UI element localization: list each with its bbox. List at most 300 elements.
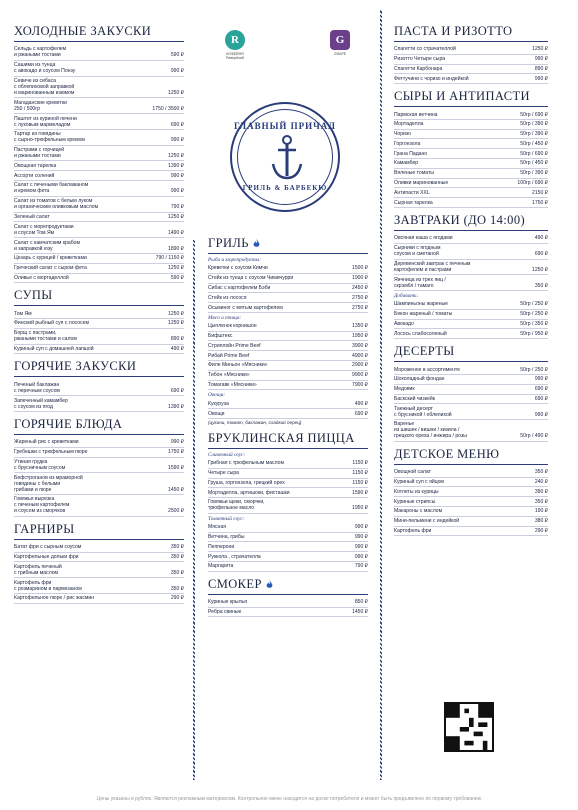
section-title-text: ЗАВТРАКИ (ДО 14:00) [394,212,526,227]
menu-item [208,341,368,351]
item-name: Пармская ветчина [394,111,438,118]
item-name: Бефстроганов из мраморной говядины с белыми грибами и пюре [14,474,83,493]
qr-icon [446,704,492,750]
item-price: 7900 ₽ [352,381,368,388]
item-name: Говяжьи щеки, сморчки, трюфельное масло [208,499,265,512]
item-name: Ризотто Четыре сыра [394,56,446,63]
subsection-title: Рыба и морепродукты: [208,257,261,263]
item-name: Паштет из куриной печени с луковым мармеладом [14,115,77,128]
item-price: 790 ₽ [354,563,368,570]
menu-item [394,517,548,527]
item-price: 1950 ₽ [352,333,368,340]
menu-item [394,329,548,339]
item-price: 350 ₽ [170,569,184,576]
item-price: 1590 ₽ [352,489,368,496]
item-name: Оливье с мортаделлой [14,274,69,281]
item-name: Цезарь с курицей / креветками [14,255,87,262]
menu-item [394,487,548,497]
item-price: 990 ₽ [170,68,184,75]
menu-item [14,77,184,99]
section-title [14,522,184,540]
item-name: Ветчина, грибы [208,534,245,541]
item-price: 1150 ₽ [352,470,368,477]
item-name: Картофель фри с розмарином и пармезаном [14,579,82,592]
item-price: 1250 ₽ [532,266,548,273]
item-price: 1750 ₽ [532,199,548,206]
item-name: Феттучини с чоризо и индейкой [394,75,469,82]
menu-item [208,399,368,409]
menu-item [14,448,184,458]
item-price: 50гр / 390 ₽ [520,121,548,128]
menu-item [394,300,548,310]
rope-divider-left [193,240,195,780]
item-price: 1250 ₽ [168,320,184,327]
subsection-title: Томатный соус: [208,515,245,522]
menu-section [394,213,548,339]
menu-section [14,417,184,517]
menu-item [394,159,548,169]
item-name: Сашими из тунца с авокадо и соусом Понзу [14,62,76,75]
item-name: Антипасти XXL [394,189,430,196]
section-title-text: ХОЛОДНЫЕ ЗАКУСКИ [14,24,152,38]
item-name: Магаданские креветки 250 / 500гр [14,99,67,112]
menu-section [14,24,184,283]
item-name: Шампиньоны жареные [394,301,449,308]
item-price: 990 ₽ [354,524,368,531]
item-price: 1490 ₽ [168,229,184,236]
item-price: 1500 ₽ [352,265,368,272]
menu-item [208,351,368,361]
item-price: 790 / 1150 ₽ [155,255,184,262]
item-price: 1750 ₽ [168,449,184,456]
item-name: Ассорти солений [14,172,55,179]
item-name: Мортаделла [394,121,424,128]
subsection-title: Мясо и птица: [208,314,242,321]
menu-item [394,260,548,276]
menu-item [394,244,548,260]
menu-section [208,431,368,572]
item-price: 590 ₽ [170,52,184,59]
menu-item [14,171,184,181]
menu-item [14,562,184,578]
menu-section [394,24,548,84]
item-name: Мясная [208,524,226,531]
menu-item [14,309,184,319]
item-name: Куриный суп с домашней лапшой [14,346,94,353]
menu-item [14,146,184,162]
item-name: Шоколадный фондан [394,376,445,383]
menu-item [14,495,184,517]
item-name: Груша, горгонзола, грецкий орех [208,479,285,486]
item-name: Тартар из говядины с сырно-трюфельным кремом [14,131,85,144]
item-price: 690 ₽ [170,121,184,128]
item-price: 990 ₽ [534,376,548,383]
item-price: 50гр / 490 ₽ [520,433,548,440]
item-price: 50гр / 250 ₽ [520,311,548,318]
item-price: 350 ₽ [170,554,184,561]
menu-item [14,438,184,448]
menu-item [394,234,548,244]
item-price: 50гр / 250 ₽ [520,366,548,373]
riverclub-name: КОФЕЙНЯ РиверКлаб [225,52,245,60]
item-price: 490 ₽ [354,400,368,407]
item-price: 50гр / 690 ₽ [520,111,548,118]
item-price: 1250 ₽ [168,310,184,317]
section-title [208,431,368,449]
menu-item [394,149,548,159]
menu-item [394,385,548,395]
item-name: Макароны с маслом [394,508,443,515]
menu-item [394,468,548,478]
item-name: Оливки маринованные [394,179,449,186]
section-title-text: БРУКЛИНСКАЯ ПИЦЦА [208,430,355,445]
menu-item [394,404,548,420]
menu-item [208,552,368,562]
item-price: 990 ₽ [170,439,184,446]
item-price: 2150 ₽ [532,189,548,196]
menu-item [208,562,368,572]
section-title-text: ДЕТСКОЕ МЕНЮ [394,446,500,461]
item-name: Салат с печеными баклажаном и кремом фета [14,182,89,195]
item-name: Печеный баклажан с перечным соусом [14,381,60,394]
grape-name: GRAPE [333,52,347,56]
item-price: 9900 ₽ [352,372,368,379]
section-title [14,24,184,42]
flame-icon [253,239,260,248]
item-price: 790 ₽ [170,204,184,211]
menu-item [208,322,368,332]
item-price: 3900 ₽ [352,342,368,349]
item-name: Овощи [208,410,225,417]
menu-item [208,533,368,543]
item-price: 50гр / 350 ₽ [520,321,548,328]
item-price: 290 ₽ [534,527,548,534]
flame-icon [266,580,273,589]
menu-item [208,469,368,479]
item-name: Стейк из тунца с соусом Чимичурри [208,275,294,282]
section-title [14,417,184,435]
section-title [14,288,184,306]
menu-item [394,120,548,130]
section-title-text: СМОКЕР [208,576,262,591]
menu-item [394,497,548,507]
left-column [14,24,184,609]
menu-item [14,264,184,274]
section-title-text: ГАРНИРЫ [14,521,75,536]
menu-item [394,395,548,405]
subsection-title: Овощи: [208,392,226,399]
item-name: Варенье из шишек / вишни / кизила / грецкого ореха / инжира / розы [394,421,467,440]
item-price: 2900 ₽ [352,362,368,369]
section-title-text: ГОРЯЧИЕ ЗАКУСКИ [14,359,137,374]
item-name: Вяленые томаты [394,170,434,177]
menu-item [208,284,368,294]
item-name: Спагетти со страчателлой [394,46,456,53]
item-name: Том Ям [14,310,32,317]
item-name: Ребра свиные [208,608,242,615]
section-title [394,344,548,362]
item-name: Тибон «Мясники» [208,372,250,379]
item-name: Жареный рис с креветками [14,439,79,446]
menu-item [14,130,184,146]
menu-item [208,498,368,514]
item-name: Картофельное пюре / рис жасмин [14,595,95,602]
item-price: 350 ₽ [534,282,548,289]
item-name: Грана Падано [394,150,428,157]
item-price: 990 ₽ [534,75,548,82]
item-price: 850 ₽ [354,599,368,606]
item-price: 1450 ₽ [352,608,368,615]
item-name: Куриный суп с яйцом [394,479,444,486]
item-price: 590 ₽ [170,274,184,281]
menu-item [208,409,368,419]
item-price: 990 ₽ [534,56,548,63]
item-price: 50гр / 250 ₽ [520,301,548,308]
menu-section [14,522,184,604]
menu-item [394,507,548,517]
menu-item [14,61,184,77]
menu-item [394,365,548,375]
menu-item [14,553,184,563]
menu-item [208,608,368,618]
item-price: 1250 ₽ [168,265,184,272]
item-price: 1250 ₽ [168,153,184,160]
item-name: Медовик [394,386,415,393]
item-price: 1750 / 3500 ₽ [152,105,184,112]
item-price: 990 ₽ [354,534,368,541]
item-price: 990 ₽ [534,411,548,418]
item-name: Грибная с трюфельным маслом [208,460,284,467]
menu-item [208,293,368,303]
section-title-text: ДЕСЕРТЫ [394,344,455,359]
menu-item [14,45,184,61]
item-price: 990 ₽ [354,543,368,550]
item-name: Овощной салат [394,469,431,476]
menu-item [208,598,368,608]
item-name: Стриплойн Prime Beef [208,342,261,349]
section-title [394,447,548,465]
riverclub-logo [218,30,252,60]
grape-logo [320,30,360,56]
menu-item [14,274,184,284]
item-name: Салат из томатов с белым луком и органическим оливковым маслом [14,198,99,211]
item-name: Маргарита [208,563,234,570]
menu-item [14,578,184,594]
item-price: 1390 ₽ [168,403,184,410]
item-price: 490 ₽ [170,346,184,353]
menu-item [208,361,368,371]
menu-item [14,329,184,345]
item-price: 190 ₽ [534,508,548,515]
menu-item [394,179,548,189]
item-price: 2450 ₽ [352,284,368,291]
menu-item [394,527,548,537]
item-name: Горгонзола [394,140,421,147]
item-name: Батат фри с сырным соусом [14,544,82,551]
section-title-text: СУПЫ [14,288,53,303]
item-name: Сырники с ягодным соусом и сметаной [394,245,441,258]
menu-section [14,359,184,412]
item-price: 380 ₽ [534,518,548,525]
section-title [208,577,368,595]
item-name: Борщ с пастрами, ржаными тостами и салом [14,330,77,343]
section-title [394,89,548,107]
menu-item [394,110,548,120]
item-price: 690 ₽ [534,395,548,402]
item-price: 2750 ₽ [352,294,368,301]
item-name: Картофель фри [394,527,432,534]
item-price: 1450 ₽ [168,486,184,493]
item-name: Кукуруза [208,400,229,407]
item-price: 1250 ₽ [168,89,184,96]
menu-section [14,288,184,354]
menu-item [14,197,184,213]
menu-item [394,478,548,488]
menu-item [14,543,184,553]
rope-divider-right [380,10,382,780]
menu-item [208,459,368,469]
item-name: Мортаделла, артишоки, фисташки [208,489,290,496]
section-title [14,359,184,377]
menu-item [394,65,548,75]
menu-item [14,222,184,238]
menu-section [394,344,548,442]
item-name: Деревенский завтрак с печеным картофелем и пастрами [394,260,471,273]
item-price: 4900 ₽ [352,352,368,359]
menu-item [208,264,368,274]
footer-note: Цены указаны в рублях. Являются рекламным материалом. Контрольное меню находится на доске потребителя и может быть предъявлено по первому требованию [96,796,482,802]
item-name: Яичница из трех яиц / скрэмбл / тамаго [394,276,446,289]
menu-item [394,310,548,320]
item-name: Говяжья вырезка с печеным картофелем и соусом из сморчков [14,496,70,515]
item-price: 350 ₽ [534,498,548,505]
item-name: Баскский чизкейк [394,395,435,402]
menu-item [14,213,184,223]
item-name: Котлеты из курицы [394,488,439,495]
item-name: Четыре сыра [208,470,240,477]
item-price: 350 ₽ [170,585,184,592]
item-price: 1900 ₽ [352,275,368,282]
item-price: 490 ₽ [534,235,548,242]
item-name: Лосось слабосоленый [394,330,447,337]
item-name: Зеленый салат [14,213,50,220]
middle-column [208,236,368,622]
section-title [394,24,548,42]
menu-item [394,130,548,140]
item-note: (цукини, томат, баклажан, сладкий перец) [208,419,302,425]
item-name: Цыпленок корнишон [208,323,257,330]
section-title [394,213,548,231]
menu-item [14,161,184,171]
menu-item [14,114,184,130]
item-name: Бифштекс [208,333,233,340]
item-price: 990 ₽ [170,137,184,144]
menu-section [394,447,548,536]
item-name: Куриные стрипсы [394,498,436,505]
menu-item [208,488,368,498]
menu-item [14,319,184,329]
qr-code[interactable] [444,702,494,752]
item-price: 1350 ₽ [352,323,368,330]
item-name: Осьминог с мятым картофелем [208,304,283,311]
item-name: Сельдь с картофелем и ржаными тостами [14,46,67,59]
item-name: Картофель печеный с грибным маслом [14,563,62,576]
item-name: Спагетти Карбонара [394,65,443,72]
logo-subtitle: ГРИЛЬ & БАРБЕКЮ [242,184,328,192]
item-name: Утиная грудка с брусничным соусом [14,458,66,471]
item-price: 2750 ₽ [352,304,368,311]
item-name: Сибас с картофелем Бэби [208,284,271,291]
item-name: Овощная тарелка [14,162,57,169]
section-title-text: ПАСТА И РИЗОТТО [394,24,513,38]
item-name: Руккола , страчателла [208,553,261,560]
item-price: 1250 ₽ [532,46,548,53]
subsection-title: Сливочный соус: [208,451,246,458]
section-title-text: ГОРЯЧИЕ БЛЮДА [14,416,123,431]
menu-item [394,275,548,291]
menu-item [394,188,548,198]
menu-item [14,396,184,412]
item-price: 240 ₽ [534,479,548,486]
item-price: 1150 ₽ [352,479,368,486]
item-name: Пастрами с горчицей и ржаными тостами [14,147,65,160]
item-name: Пепперони [208,543,235,550]
item-name: Авокадо [394,321,414,328]
riverclub-icon: R [225,30,245,50]
item-name: Креветки с соусом Кимчи [208,265,268,272]
item-name: Филе Миньон «Мясники» [208,362,268,369]
menu-item [208,523,368,533]
item-name: Мини-пельмени с индейкой [394,518,460,525]
menu-item [208,332,368,342]
item-name: Мороженое в ассортименте [394,366,460,373]
item-name: Картофельные дольки фри [14,554,79,561]
item-price: 990 ₽ [170,188,184,195]
item-name: Сырная тарелка [394,199,433,206]
menu-item [14,458,184,474]
item-price: 990 ₽ [354,553,368,560]
item-price: 990 ₽ [170,172,184,179]
menu-item [208,479,368,489]
menu-section [208,236,368,426]
item-name: Куриные крылья [208,599,247,606]
item-price: 50гр / 950 ₽ [520,330,548,337]
item-price: 2500 ₽ [168,508,184,515]
menu-item [14,473,184,495]
section-title [208,236,368,254]
item-price: 50гр / 390 ₽ [520,170,548,177]
menu-item [394,198,548,208]
item-price: 1150 ₽ [352,460,368,467]
subsection-title: Добавить: [394,293,419,300]
menu-item [394,169,548,179]
menu-section [208,577,368,618]
item-name: Томагавк «Мясники» [208,381,257,388]
item-price: 100гр / 690 ₽ [517,179,548,186]
grape-icon: G [330,30,350,50]
menu-item [14,254,184,264]
logo-title: ГЛАВНЫЙ ПРИЧАЛ [234,121,336,131]
item-name: Севиче из сибаса с облепиховой заправкой и маринованным изюмом [14,77,75,96]
item-name: Бекон жареный / томаты [394,311,453,318]
menu-section [394,89,548,208]
right-column [394,24,548,541]
item-name: Овсяная каша с ягодами [394,235,453,242]
menu-item [394,420,548,442]
menu-item [14,345,184,355]
menu-item [394,375,548,385]
item-price: 1250 ₽ [168,213,184,220]
